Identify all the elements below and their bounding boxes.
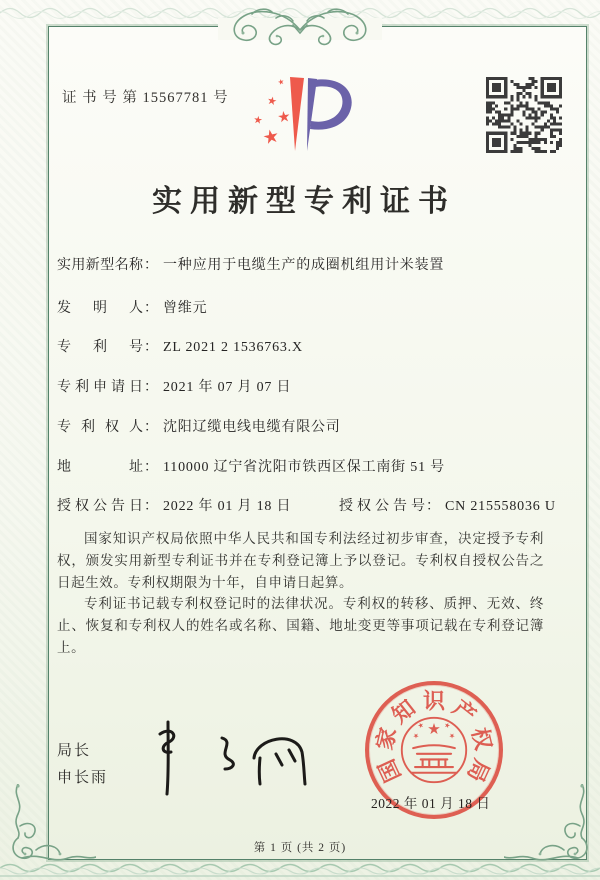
legal-text-block (57, 528, 544, 659)
seal-char: 局 (462, 755, 495, 786)
director-signature (138, 716, 318, 804)
seal-char: 产 (447, 694, 481, 729)
national-emblem-icon (398, 714, 470, 786)
grant-date-value: 2022 年 01 月 18 日 (163, 499, 292, 514)
field-row-invention-name (57, 254, 557, 274)
seal-char: 识 (422, 688, 446, 714)
field-row-patent-number (57, 336, 557, 356)
seal-char: 国 (373, 755, 406, 786)
field-value: 2021 年 07 月 07 日 (163, 380, 292, 395)
legal-paragraph-1: 国家知识产权局依照中华人民共和国专利法经过初步审查，决定授予专利权，颁发实用新型专利证书并在专利登记簿上予以登记。专利权自授权公告之日起生效。专利权期限为十年，自申请日起算。 (57, 531, 544, 590)
seal-char: 权 (466, 725, 497, 753)
director-block (57, 738, 108, 792)
qr-code (486, 77, 562, 153)
field-label: 专利申请日 (57, 380, 143, 395)
field-label: 专利号 (57, 340, 143, 355)
field-value: 曾维元 (163, 301, 208, 316)
field-row-filing-date (57, 376, 557, 396)
field-row-grant (57, 495, 557, 515)
field-colon: ： (144, 380, 158, 395)
field-value: ZL 2021 2 1536763.X (163, 340, 303, 355)
field-colon: ： (144, 460, 158, 475)
field-value: 一种应用于电缆生产的成圈机组用计米装置 (163, 258, 445, 273)
legal-paragraph-2: 专利证书记载专利权登记时的法律状况。专利权的转移、质押、无效、终止、恢复和专利权人的姓名或名称、国籍、地址变更等事项记载在专利登记簿上。 (57, 596, 544, 655)
field-colon: ： (426, 499, 440, 514)
field-colon: ： (144, 258, 158, 273)
field-row-address (57, 456, 557, 476)
field-label: 授权公告号 (339, 499, 425, 514)
field-colon: ： (144, 340, 158, 355)
field-label: 授权公告日 (57, 499, 143, 514)
certificate-title: 实用新型专利证书 (152, 185, 456, 218)
page-number: 第 1 页 (共 2 页) (253, 842, 347, 854)
field-label: 地址 (57, 460, 143, 475)
director-name: 申长雨 (57, 770, 109, 786)
certificate-number: 证 书 号 第 15567781 号 (62, 90, 229, 106)
seal-date: 2022 年 01 月 18 日 (371, 796, 491, 811)
seal-char: 家 (371, 725, 402, 753)
director-title: 局长 (57, 743, 92, 759)
field-value: 110000 辽宁省沈阳市铁西区保工南街 51 号 (163, 460, 445, 475)
field-label: 实用新型名称 (57, 258, 143, 273)
field-label: 专利权人 (57, 420, 143, 435)
cnipa-logo-icon (248, 72, 358, 162)
field-value: 沈阳辽缆电线电缆有限公司 (163, 420, 341, 435)
field-colon: ： (144, 499, 158, 514)
field-colon: ： (144, 301, 158, 316)
grant-number-value: CN 215558036 U (445, 499, 556, 514)
field-row-inventor (57, 297, 557, 317)
field-label: 发明人 (57, 301, 143, 316)
top-flourish-ornament (180, 2, 420, 50)
field-colon: ： (144, 420, 158, 435)
seal-char: 知 (387, 694, 421, 729)
field-row-patentee (57, 416, 557, 436)
